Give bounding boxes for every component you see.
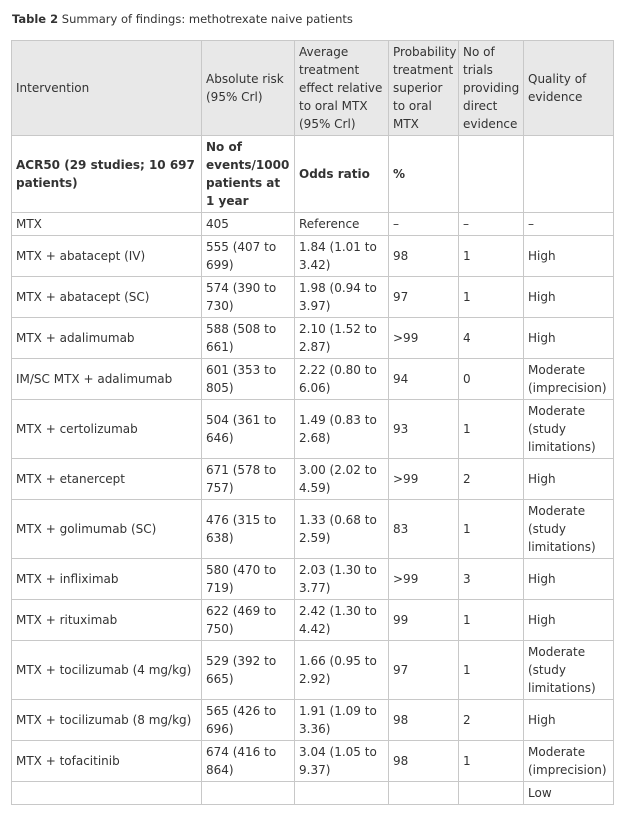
table-row — [12, 782, 614, 805]
cell-trials: 1 — [459, 400, 524, 459]
cell-quality: Moderate (imprecision) — [524, 359, 614, 400]
cell-trials: 2 — [459, 700, 524, 741]
cell-treatment-effect: 1.84 (1.01 to 3.42) — [295, 236, 389, 277]
cell-treatment-effect: 2.03 (1.30 to 3.77) — [295, 559, 389, 600]
cell-trials: 1 — [459, 277, 524, 318]
cell-probability: >99 — [389, 318, 459, 359]
cell-quality: High — [524, 700, 614, 741]
cell-absolute-risk: 574 (390 to 730) — [202, 277, 295, 318]
cell-treatment-effect: 2.10 (1.52 to 2.87) — [295, 318, 389, 359]
cell-quality: High — [524, 600, 614, 641]
cell-absolute-risk: 529 (392 to 665) — [202, 641, 295, 700]
cell-trials — [459, 782, 524, 805]
cell-absolute-risk — [202, 782, 295, 805]
cell-intervention: MTX + tocilizumab (4 mg/kg) — [12, 641, 202, 700]
table-row — [12, 459, 614, 500]
cell-absolute-risk: 588 (508 to 661) — [202, 318, 295, 359]
cell-absolute-risk: 671 (578 to 757) — [202, 459, 295, 500]
cell-probability — [389, 782, 459, 805]
cell-treatment-effect — [295, 782, 389, 805]
cell-intervention: MTX — [12, 213, 202, 236]
cell-probability: 98 — [389, 236, 459, 277]
cell-probability: 93 — [389, 400, 459, 459]
cell-probability: >99 — [389, 559, 459, 600]
cell-absolute-risk: 580 (470 to 719) — [202, 559, 295, 600]
summary-table — [11, 40, 614, 805]
cell-treatment-effect: 1.98 (0.94 to 3.97) — [295, 277, 389, 318]
cell-probability: 97 — [389, 641, 459, 700]
cell-intervention: MTX + etanercept — [12, 459, 202, 500]
cell-intervention: MTX + tofacitinib — [12, 741, 202, 782]
cell-treatment-effect: 3.00 (2.02 to 4.59) — [295, 459, 389, 500]
cell-absolute-risk: 555 (407 to 699) — [202, 236, 295, 277]
header-absolute-risk: Absolute risk (95% Crl) — [202, 41, 295, 136]
cell-trials: 0 — [459, 359, 524, 400]
table-caption — [12, 12, 353, 26]
cell-absolute-risk: 622 (469 to 750) — [202, 600, 295, 641]
cell-quality: Moderate (study limitations) — [524, 641, 614, 700]
table-row — [12, 641, 614, 700]
table-row — [12, 359, 614, 400]
cell-trials: 1 — [459, 641, 524, 700]
cell-trials: 1 — [459, 600, 524, 641]
cell-absolute-risk: 405 — [202, 213, 295, 236]
table-caption-label: Table 2 — [12, 12, 59, 26]
cell-quality: Moderate (study limitations) — [524, 500, 614, 559]
cell-quality: Low — [524, 782, 614, 805]
subheader-quality — [524, 136, 614, 213]
subheader-trials — [459, 136, 524, 213]
cell-quality: High — [524, 559, 614, 600]
table-row — [12, 213, 614, 236]
cell-probability: 98 — [389, 741, 459, 782]
cell-trials: 1 — [459, 741, 524, 782]
cell-probability: 97 — [389, 277, 459, 318]
table-row — [12, 500, 614, 559]
cell-absolute-risk: 601 (353 to 805) — [202, 359, 295, 400]
table-row — [12, 700, 614, 741]
subheader-effect: Odds ratio — [295, 136, 389, 213]
cell-quality: High — [524, 236, 614, 277]
cell-treatment-effect: 3.04 (1.05 to 9.37) — [295, 741, 389, 782]
table-row — [12, 318, 614, 359]
cell-intervention: MTX + abatacept (SC) — [12, 277, 202, 318]
cell-treatment-effect: 1.66 (0.95 to 2.92) — [295, 641, 389, 700]
cell-probability: 99 — [389, 600, 459, 641]
cell-treatment-effect: 2.42 (1.30 to 4.42) — [295, 600, 389, 641]
cell-trials: – — [459, 213, 524, 236]
cell-quality: Moderate (imprecision) — [524, 741, 614, 782]
cell-absolute-risk: 674 (416 to 864) — [202, 741, 295, 782]
cell-probability: 83 — [389, 500, 459, 559]
cell-treatment-effect: 2.22 (0.80 to 6.06) — [295, 359, 389, 400]
cell-intervention: MTX + golimumab (SC) — [12, 500, 202, 559]
cell-probability: – — [389, 213, 459, 236]
cell-absolute-risk: 504 (361 to 646) — [202, 400, 295, 459]
cell-probability: 98 — [389, 700, 459, 741]
table-row — [12, 559, 614, 600]
cell-trials: 3 — [459, 559, 524, 600]
cell-intervention: MTX + abatacept (IV) — [12, 236, 202, 277]
subheader-prob: % — [389, 136, 459, 213]
cell-absolute-risk: 565 (426 to 696) — [202, 700, 295, 741]
cell-treatment-effect: 1.49 (0.83 to 2.68) — [295, 400, 389, 459]
cell-trials: 4 — [459, 318, 524, 359]
cell-treatment-effect: Reference — [295, 213, 389, 236]
cell-intervention: MTX + rituximab — [12, 600, 202, 641]
cell-quality: High — [524, 318, 614, 359]
table-row — [12, 741, 614, 782]
subheader-outcome: ACR50 (29 studies; 10 697 patients) — [12, 136, 202, 213]
cell-trials: 1 — [459, 236, 524, 277]
cell-quality: High — [524, 277, 614, 318]
cell-intervention: MTX + certolizumab — [12, 400, 202, 459]
cell-intervention: IM/SC MTX + adalimumab — [12, 359, 202, 400]
cell-absolute-risk: 476 (315 to 638) — [202, 500, 295, 559]
cell-intervention: MTX + adalimumab — [12, 318, 202, 359]
cell-trials: 2 — [459, 459, 524, 500]
header-probability: Probability treatment superior to oral MTX — [389, 41, 459, 136]
outcome-subheader-row — [12, 136, 614, 213]
table-row — [12, 236, 614, 277]
header-trials: No of trials providing direct evidence — [459, 41, 524, 136]
header-quality: Quality of evidence — [524, 41, 614, 136]
cell-quality: – — [524, 213, 614, 236]
table-row — [12, 277, 614, 318]
cell-quality: High — [524, 459, 614, 500]
cell-treatment-effect: 1.91 (1.09 to 3.36) — [295, 700, 389, 741]
cell-intervention: MTX + tocilizumab (8 mg/kg) — [12, 700, 202, 741]
cell-probability: 94 — [389, 359, 459, 400]
cell-intervention: MTX + infliximab — [12, 559, 202, 600]
cell-trials: 1 — [459, 500, 524, 559]
table-row — [12, 600, 614, 641]
cell-probability: >99 — [389, 459, 459, 500]
cell-quality: Moderate (study limitations) — [524, 400, 614, 459]
subheader-events: No of events/1000 patients at 1 year — [202, 136, 295, 213]
table-row — [12, 400, 614, 459]
table-caption-text: Summary of findings: methotrexate naive patients — [61, 12, 353, 26]
cell-intervention — [12, 782, 202, 805]
header-intervention: Intervention — [12, 41, 202, 136]
header-treatment-effect: Average treatment effect relative to oral MTX (95% Crl) — [295, 41, 389, 136]
cell-treatment-effect: 1.33 (0.68 to 2.59) — [295, 500, 389, 559]
header-row — [12, 41, 614, 136]
